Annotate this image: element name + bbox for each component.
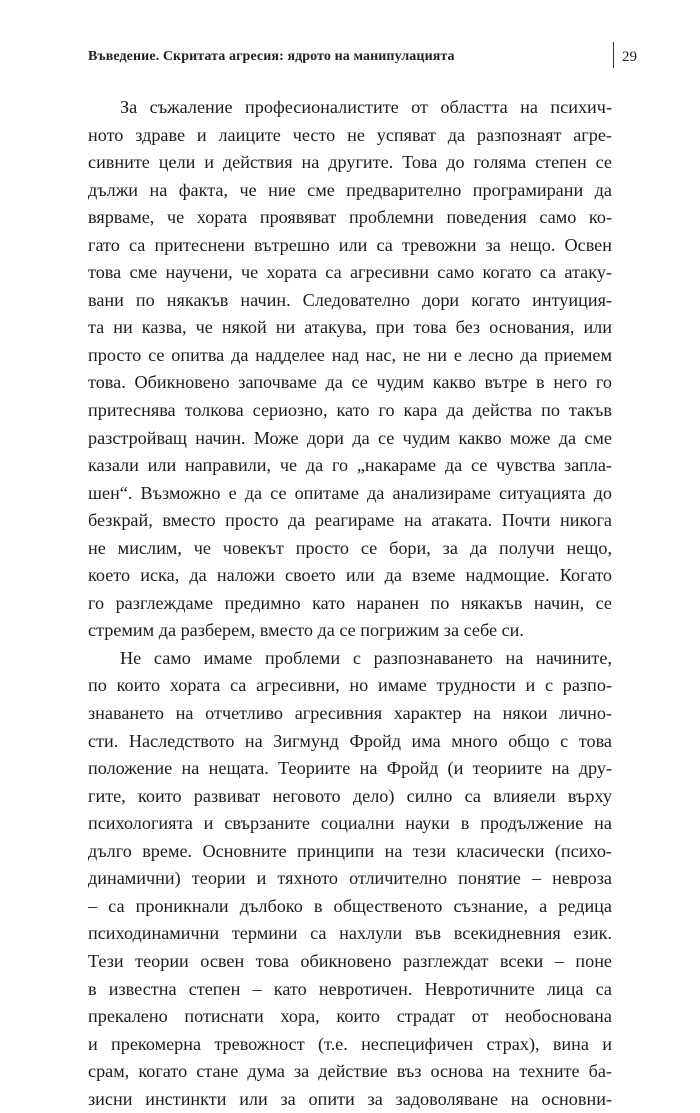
text-line: психологията и свързаните социални науки в продължение на [88,813,612,834]
text-line: по които хората са агресивни, но имаме трудности и с разпо- [88,675,612,696]
text-line: го разглеждаме предимно като наранен по някакъв начин, се [88,592,612,613]
running-header-title: Въведение. Скритата агресия: ядрото на манипулацията [88,49,455,64]
text-line: За съжаление професионалистите от областта на психич- [120,97,612,117]
text-line: – са проникнали дълбоко в общественото съзнание, а редица [88,895,612,916]
text-line: прекалено потиснати хора, които страдат от необоснована [88,1006,612,1027]
text-line: срам, когато стане дума за действие въз основа на техните ба- [88,1061,612,1082]
text-line: гите, които развиват неговото дело) силно са влияели върху [88,785,612,806]
text-line: казали или направили, че да го „накараме да се чувства запла- [88,455,612,476]
body-text [88,94,612,1113]
text-line: вани по някакъв начин. Следователно дори когато интуиция- [88,289,612,310]
text-line: шен“. Възможно е да се опитаме да анализираме ситуацията до [88,482,612,503]
text-line: психодинамични термини са нахлули във всекидневния език. [88,923,612,944]
text-line: динамични) теории и тяхното отличително понятие – невроза [88,868,612,889]
text-line: сивните цели и действия на другите. Това до голяма степен се [88,152,612,173]
paragraph [88,645,612,1113]
text-line: положение на нещата. Теориите на Фройд (и теориите на дру- [88,758,612,779]
text-line: знаването на отчетливо агресивния характер на някои лично- [88,703,612,724]
text-line: вярваме, че хората проявяват проблемни поведения само ко- [88,207,612,228]
text-line: зисни инстинкти или за опити за задоволяване на основни- [88,1088,612,1109]
text-line: и прекомерна тревожност (т.е. неспецифичен страх), вина и [88,1033,612,1054]
text-line: гато са притеснени вътрешно или са тревожни за нещо. Освен [88,234,612,255]
text-line: притеснява толкова сериозно, като го кара да действа по такъв [88,400,612,421]
text-line: просто се опитва да надделее над нас, не ни е лесно да приемем [88,344,612,365]
text-line: безкрай, вместо просто да реагираме на атаката. Почти никога [88,510,612,531]
text-line: Не само имаме проблеми с разпознаването на начините, [120,647,612,668]
text-line: ното здраве и лаиците често не успяват да разпознаят агре- [88,124,612,145]
text-line: та ни казва, че някой ни атакува, при това без основания, или [88,317,612,338]
text-line: Тези теории освен това обикновено разглеждат всеки – поне [88,950,612,971]
header-divider [613,42,614,68]
text-line: сти. Наследството на Зигмунд Фройд има много общо с това [88,730,612,751]
text-line: не мислим, че човекът просто се бори, за да получи нещо, [88,537,612,558]
text-line: в известна степен – като невротичен. Невротичните лица са [88,978,612,999]
text-line: което иска, да наложи своето или да вземе надмощие. Когато [88,565,612,586]
paragraph [88,94,612,645]
text-line: разстройващ начин. Може дори да се чудим какво може да сме [88,427,612,448]
page-number: 29 [622,49,637,65]
text-line: дължи на факта, че ние сме предварително програмирани да [88,179,612,200]
text-line: това сме научени, че хората са агресивни само когато са атаку- [88,262,612,283]
text-line: това. Обикновено започваме да се чудим какво вътре в него го [88,372,612,393]
text-line: стремим да разберем, вместо да се погрижим за себе си. [88,620,524,641]
text-line: дълго време. Основните принципи на тези класически (психо- [88,840,612,861]
